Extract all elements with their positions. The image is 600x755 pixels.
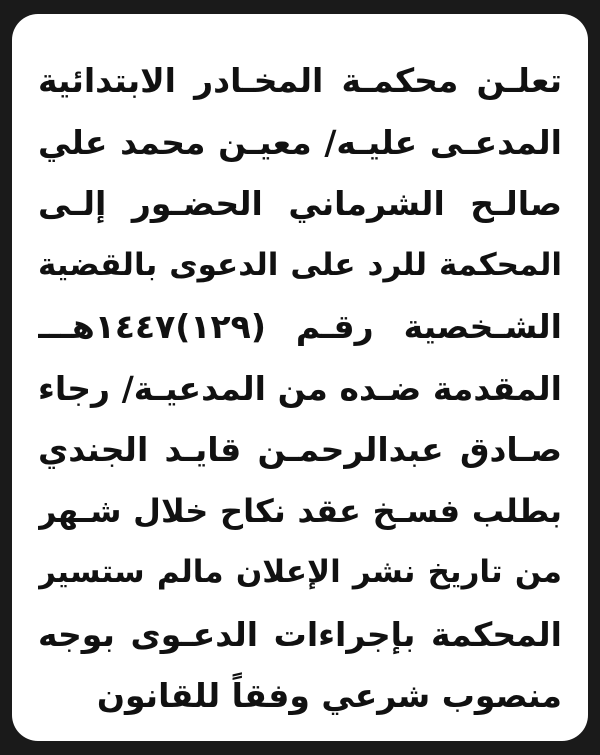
notice-line-8: بطلب فسـخ عقد نكاح خلال شـهر bbox=[38, 491, 562, 530]
notice-line-2: المدعـى عليـه/ معيـن محمد علي bbox=[38, 122, 562, 162]
notice-line-10: المحكمة بإجراءات الدعـوى بوجه bbox=[38, 614, 562, 654]
notice-line-7: صـادق عبدالرحمـن قايـد الجندي bbox=[38, 430, 562, 469]
notice-text bbox=[38, 50, 562, 727]
notice-line-5: الشـخصية رقـم (١٢٩)١٤٤٧هـــ bbox=[38, 307, 562, 346]
notice-line-1: تعلـن محكمـة المخـادر الابتدائية bbox=[38, 61, 562, 100]
notice-line-4: المحكمة للرد على الدعوى بالقضية bbox=[38, 246, 562, 283]
notice-line-9: من تاريخ نشر الإعلان مالم ستسير bbox=[38, 554, 562, 590]
notice-line-6: المقدمة ضـده من المدعيـة/ رجاء bbox=[38, 368, 562, 408]
notice-line-11: منصوب شرعي وفقاً للقانون bbox=[96, 676, 562, 715]
notice-card bbox=[12, 14, 588, 741]
notice-line-3: صالـح الشرماني الحضـور إلـى bbox=[38, 184, 562, 223]
